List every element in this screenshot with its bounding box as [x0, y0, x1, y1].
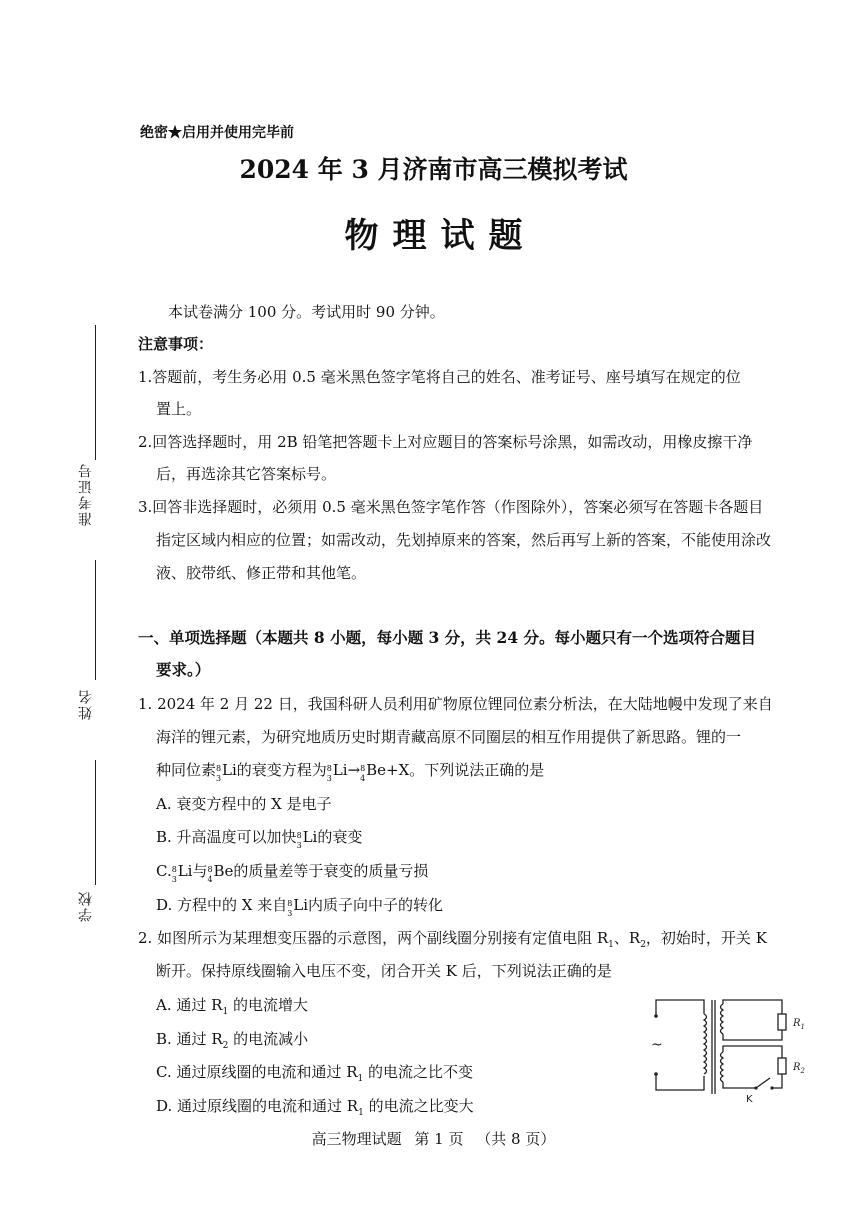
be-isotope-mark: 8 4: [360, 764, 366, 783]
notice-item-2-line-2: 后，再选涂其它答案标号。: [156, 465, 337, 483]
q1-option-c: C. 8 3 Li与 8 4 Be的质量差等于衰变的质量亏损: [156, 862, 429, 884]
secondary-coil-1: [721, 1004, 724, 1034]
li-symbol-2: Li: [332, 761, 348, 779]
ac-source-label: ~: [651, 1037, 663, 1053]
q1-option-d: D. 方程中的 X 来自 8 3 Li内质子向中子的转化: [156, 896, 444, 918]
secondary-1-wire: [723, 1000, 782, 1014]
q2-option-a: A. 通过 $R_1$ 的电流增大: [156, 996, 308, 1017]
exam-title: 2024 年 3 月济南市高三模拟考试: [239, 155, 628, 184]
transformer-circuit-diagram: [648, 994, 818, 1104]
q2-option-c: C. 通过原线圈的电流和通过 $R_1$ 的电流之比不变: [156, 1063, 474, 1084]
side-label-exam-no: 准考证号: [78, 462, 94, 526]
secondary-2-wire-end: [772, 1074, 782, 1088]
side-line-exam-no: [95, 325, 96, 460]
notice-item-1-line-2: 置上。: [156, 400, 202, 418]
q1-line-3-post: +X。下列说法正确的是: [386, 761, 545, 779]
li-symbol: Li: [222, 761, 237, 779]
side-label-name: 姓名: [78, 688, 94, 720]
q1-line-3-pre: 种同位素: [156, 761, 217, 779]
notice-title: 注意事项：: [138, 335, 214, 353]
q2-line-1: 2. 如图所示为某理想变压器的示意图，两个副线圈分别接有定值电阻 $R_1$、$R_2$，初始时，开关 K: [138, 929, 767, 950]
q1-line-3-eq: 的衰变方程为: [236, 761, 327, 779]
footer-title: 高三物理试题: [311, 1130, 402, 1148]
page-footer: [0, 1128, 867, 1149]
be-symbol: Be: [366, 761, 387, 779]
section-1-heading-line-1: 一、单项选择题（本题共 8 小题，每小题 3 分，共 24 分。每小题只有一个选项符合题目: [138, 628, 757, 647]
secondary-2-wire: [723, 1046, 782, 1058]
notice-item-3-line-3: 液、胶带纸、修正带和其他笔。: [156, 564, 367, 582]
notice-item-3-line-2: 指定区域内相应的位置；如需改动，先划掉原来的答案，然后再写上新的答案，不能使用涂改: [156, 531, 772, 549]
r1-label: $R_1$: [793, 1018, 805, 1031]
resistor-r2: [778, 1058, 786, 1074]
li-isotope-mark: 8 3: [216, 764, 222, 783]
secret-notice: 绝密★启用并使用完毕前: [140, 125, 294, 141]
q1-line-2: 海洋的锂元素，为研究地质历史时期青藏高原不同圈层的相互作用提供了新思路。锂的一: [156, 728, 742, 746]
q2-option-b: B. 通过 $R_2$ 的电流减小: [156, 1030, 309, 1051]
notice-item-3-line-1: 3.回答非选择题时，必须用 0.5 毫米黑色签字笔作答（作图除外），答案必须写在答题卡各题目: [138, 498, 764, 516]
r2-label: $R_2$: [793, 1062, 805, 1075]
q1-line-3: [156, 760, 545, 783]
notice-item-2-line-1: 2.回答选择题时，用 2B 铅笔把答题卡上对应题目的答案标号涂黑，如需改动，用橡皮擦干净: [138, 433, 753, 451]
intro-text: 本试卷满分 100 分。考试用时 90 分钟。: [168, 303, 445, 321]
q2-line-2: 断开。保持原线圈输入电压不变，闭合开关 K 后，下列说法正确的是: [156, 962, 612, 980]
side-line-school: [95, 760, 96, 885]
section-1-heading-line-2: 要求。）: [156, 660, 211, 679]
primary-wire-bottom: [656, 1074, 704, 1090]
q2-option-d: D. 通过原线圈的电流和通过 $R_1$ 的电流之比变大: [156, 1097, 474, 1118]
side-line-name: [95, 560, 96, 680]
primary-wire: [656, 1000, 704, 1016]
footer-total: （共 8 页）: [476, 1130, 556, 1148]
primary-coil: [704, 1014, 707, 1074]
switch-k-label: K: [746, 1094, 753, 1104]
footer-page: 第 1 页: [414, 1130, 464, 1148]
switch-k: [756, 1078, 770, 1088]
secondary-2-wire-bottom: [723, 1082, 756, 1088]
side-label-school: 学校: [78, 890, 94, 922]
li-isotope-mark-2: 8 3: [326, 764, 332, 783]
resistor-r1: [778, 1014, 786, 1030]
notice-item-1-line-1: 1.答题前，考生务必用 0.5 毫米黑色签字笔将自己的姓名、准考证号、座号填写在规定的位: [138, 368, 741, 386]
secondary-1-wire-bottom: [723, 1030, 782, 1040]
q1-option-b: B. 升高温度可以加快 8 3 Li的衰变: [156, 828, 363, 850]
subject-title: 物理试题: [344, 216, 537, 256]
secondary-coil-2: [721, 1052, 724, 1082]
decay-arrow: →: [347, 761, 361, 779]
q1-option-a: A. 衰变方程中的 X 是电子: [156, 795, 332, 813]
q1-line-1: 1. 2024 年 2 月 22 日，我国科研人员利用矿物原位锂同位素分析法，在大陆地幔中发现了来自: [138, 695, 773, 713]
